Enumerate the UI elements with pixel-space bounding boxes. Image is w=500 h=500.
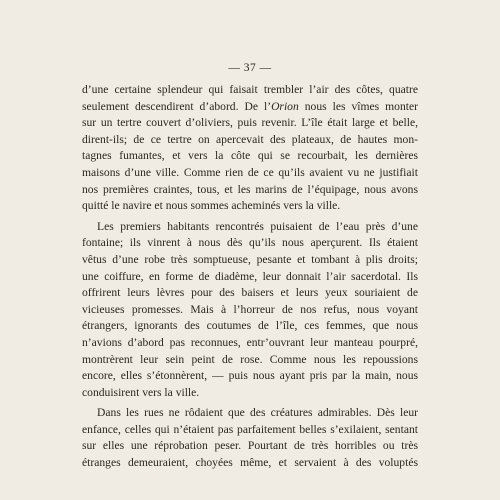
text-line: offrirent leurs lèvres pour des baisers et leurs yeux souriaient de	[82, 286, 418, 300]
text-line: vicieuses promesses. Mais à l’horreur de nos refus, nous voyant	[82, 302, 418, 316]
text-line: tagnes fumantes, et vers la côte qui se recourbait, les dernières	[82, 149, 418, 163]
text-line: maisons d’une ville. Comme rien de ce qu’ils avaient vu ne justifiait	[82, 165, 418, 179]
text-line: n’avions d’abord pas reconnues, entr’ouvrant leur manteau pourpré,	[82, 335, 418, 349]
text-line: sur elles une réprobation peser. Pourtant de très horribles ou très	[82, 439, 418, 453]
text-line: encore, elles s’étonnèrent, — puis nous ayant pris par la main, nous	[82, 369, 418, 383]
text-line: une coiffure, en forme de diadème, leur donnait l’air sacerdotal. Ils	[82, 269, 418, 283]
paragraph-2	[82, 219, 418, 402]
text-line: seulement descendirent d’abord. De l’Orion nous les vîmes monter	[82, 99, 418, 113]
text-line: fontaine; ils vinrent à nous dès qu’ils nous aperçurent. Ils étaient	[82, 236, 418, 250]
text-line: d’une certaine splendeur qui faisait trembler l’air des côtes, quatre	[82, 83, 418, 96]
page-number: — 37 —	[228, 62, 272, 74]
paragraph-1	[82, 82, 418, 215]
text-line: quitté le navire et nous sommes acheminés vers la ville.	[82, 199, 341, 213]
text-line: montrèrent leur sein peint de rose. Comme nous les repoussions	[82, 352, 418, 366]
paragraph-3	[82, 405, 418, 471]
text-line: Les premiers habitants rencontrés puisaient de l’eau près d’une	[97, 219, 418, 233]
ship-name: Orion	[271, 99, 299, 113]
text-line: étrangers, ignorants des coutumes de l’île, ces femmes, que nous	[82, 319, 418, 333]
text-line: sur un tertre couvert d’oliviers, puis revenir. L’île était large et belle,	[82, 116, 418, 130]
text-line: dirent-ils; de ce tertre on apercevait des plateaux, de hautes mon-	[82, 132, 418, 146]
text-line: étranges demeuraient, choyées même, et servaient à des voluptés	[82, 456, 418, 470]
text-line: nos premières craintes, tous, et les marins de l’équipage, nous avons	[82, 182, 418, 196]
text-line: Dans les rues ne rôdaient que des créatures admirables. Dès leur	[97, 406, 418, 420]
text-line: enfance, celles qui n’étaient pas parfaitement belles s’exilaient, sentant	[82, 422, 418, 436]
text-line: vêtus d’une robe très somptueuse, pesante et tombant à plis droits;	[82, 252, 418, 266]
text-line: conduisirent vers la ville.	[82, 385, 200, 399]
